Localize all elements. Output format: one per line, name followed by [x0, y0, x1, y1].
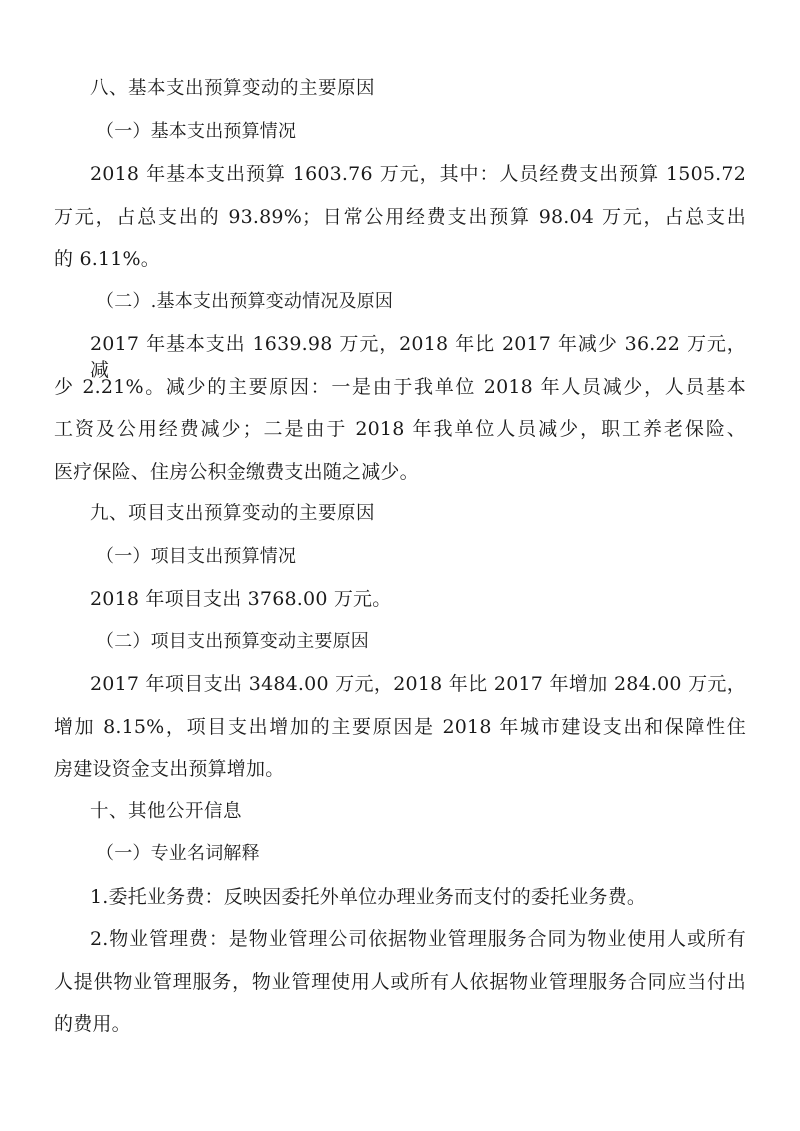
paragraph-line: 2017 年项目支出 3484.00 万元，2018 年比 2017 年增加 284.00 万元， — [90, 673, 746, 695]
section-heading-8: 八、基本支出预算变动的主要原因 — [90, 78, 376, 99]
subsection-heading-9-2: （二）项目支出预算变动主要原因 — [96, 631, 369, 652]
subsection-heading-10-1: （一）专业名词解释 — [96, 843, 260, 864]
paragraph-line: 万元，占总支出的 93.89%；日常公用经费支出预算 98.04 万元，占总支出 — [54, 206, 746, 228]
paragraph-line: 的费用。 — [54, 1013, 131, 1035]
paragraph-line: 人提供物业管理服务，物业管理使用人或所有人依据物业管理服务合同应当付出 — [54, 971, 746, 993]
paragraph-line: 2018 年基本支出预算 1603.76 万元，其中：人员经费支出预算 1505.72 — [90, 163, 746, 185]
paragraph-line: 少 2.21%。减少的主要原因：一是由于我单位 2018 年人员减少，人员基本 — [54, 376, 746, 398]
subsection-heading-8-1: （一）基本支出预算情况 — [96, 121, 297, 142]
section-heading-9: 九、项目支出预算变动的主要原因 — [90, 503, 376, 524]
subsection-heading-9-1: （一）项目支出预算情况 — [96, 546, 297, 567]
definition-item: 1.委托业务费：反映因委托外单位办理业务而支付的委托业务费。 — [90, 886, 647, 908]
paragraph-line: 医疗保险、住房公积金缴费支出随之减少。 — [54, 461, 419, 483]
paragraph-line: 房建设资金支出预算增加。 — [54, 758, 285, 780]
section-heading-10: 十、其他公开信息 — [90, 801, 243, 822]
paragraph-line: 工资及公用经费减少；二是由于 2018 年我单位人员减少，职工养老保险、 — [54, 418, 746, 440]
paragraph-line: 的 6.11%。 — [54, 248, 160, 270]
paragraph-line: 2018 年项目支出 3768.00 万元。 — [90, 588, 392, 610]
paragraph-line: 2017 年基本支出 1639.98 万元，2018 年比 2017 年减少 36.22 万元，减 — [90, 333, 746, 381]
paragraph-line: 增加 8.15%，项目支出增加的主要原因是 2018 年城市建设支出和保障性住 — [54, 716, 746, 738]
definition-item: 2.物业管理费：是物业管理公司依据物业管理服务合同为物业使用人或所有 — [90, 928, 746, 950]
subsection-heading-8-2: （二）.基本支出预算变动情况及原因 — [96, 291, 394, 312]
